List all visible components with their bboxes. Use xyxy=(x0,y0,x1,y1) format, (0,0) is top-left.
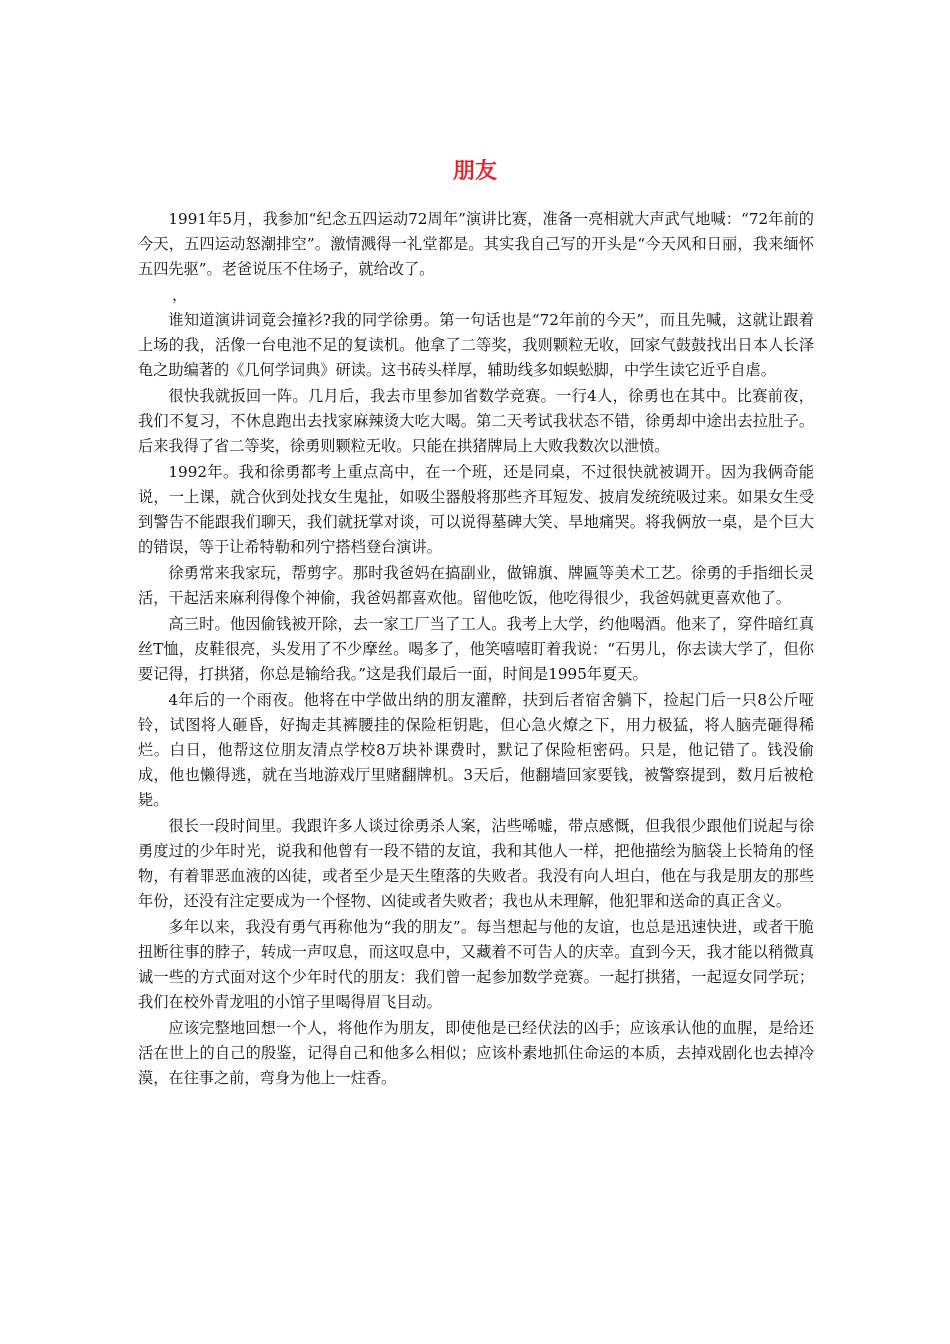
paragraph-6: 高三时。他因偷钱被开除，去一家工厂当了工人。我考上大学，约他喝酒。他来了，穿件暗红真丝T恤，皮鞋很亮，头发用了不少摩丝。喝多了，他笑嘻嘻盯着我说：“石男儿，你去读大学了，但你要记得，打拱猪，你总是输给我。”这是我们最后一面，时间是1995年夏天。 xyxy=(138,615,814,683)
paragraph-7: 4年后的一个雨夜。他将在中学做出纳的朋友灌醉，扶到后者宿舍躺下，捡起门后一只8公斤哑铃，试图将人砸昏，好掏走其裤腰挂的保险柜钥匙，但心急火燎之下，用力极猛，将人脑壳砸得稀烂。白日，他帮这位朋友清点学校8万块补课费时，默记了保险柜密码。只是，他记错了。钱没偷成，他也懒得逃，就在当地游戏厅里赌翻牌机。3天后，他翻墙回家要钱，被警察提到，数月后被枪毙。 xyxy=(138,691,814,809)
paragraph-1: 1991年5月，我参加“纪念五四运动72周年”演讲比赛，准备一亮相就大声武气地喊：“72年前的今天，五四运动怒潮排空”。激情溅得一礼堂都是。其实我自己写的开头是“今天风和日丽，我来缅怀五四先驱”。老爸说压不住场子，就给改了。 xyxy=(138,210,814,278)
document-title: 朋友 xyxy=(452,159,497,184)
paragraph-2: 谁知道演讲词竟会撞衫?我的同学徐勇。第一句话也是“72年前的今天”，而且先喊，这就让跟着上场的我，活像一台电池不足的复读机。他拿了二等奖，我则颗粒无收，回家气鼓鼓找出日本人长泽龟之助编著的《几何学词典》研读。这书砖头样厚，辅助线多如蜈蚣脚，中学生读它近乎自虐。 xyxy=(138,311,814,379)
paragraph-9: 多年以来，我没有勇气再称他为“我的朋友”。每当想起与他的友谊，也总是迅速快进，或者干脆扭断往事的脖子，转成一声叹息，而这叹息中，又藏着不可告人的庆幸。直到今天，我才能以稍微真诚一些的方式面对这个少年时代的朋友：我们曾一起参加数学竞赛。一起打拱猪，一起逗女同学玩；我们在校外青龙咀的小馆子里喝得眉飞目动。 xyxy=(138,918,814,1011)
paragraph-10: 应该完整地回想一个人，将他作为朋友，即使他是已经伏法的凶手；应该承认他的血腥，是给还活在世上的自己的殷鉴，记得自己和他多么相似；应该朴素地抓住命运的本质，去掉戏剧化也去掉冷漠，在往事之前，弯身为他上一炷香。 xyxy=(138,1019,814,1087)
paragraph-5: 徐勇常来我家玩，帮剪字。那时我爸妈在搞副业，做锦旗、牌匾等美术工艺。徐勇的手指细长灵活，干起活来麻利得像个神偷，我爸妈都喜欢他。留他吃饭，他吃得很少，我爸妈就更喜欢他了。 xyxy=(138,564,814,607)
paragraph-3: 很快我就扳回一阵。几月后，我去市里参加省数学竞赛。一行4人，徐勇也在其中。比赛前夜，我们不复习，不休息跑出去找家麻辣烫大吃大喝。第二天考试我状态不错，徐勇却中途出去拉肚子。后来我得了省二等奖，徐勇则颗粒无收。只能在拱猪牌局上大败我数次以泄愤。 xyxy=(138,387,814,455)
stray-comma: ， xyxy=(172,286,188,304)
paragraph-4: 1992年。我和徐勇都考上重点高中，在一个班，还是同桌，不过很快就被调开。因为我俩奇能说，一上课，就合伙到处找女生鬼扯，如吸尘器般将那些齐耳短发、披肩发统统吸过来。如果女生受到警告不能跟我们聊天，我们就抚掌对谈，可以说得墓碑大笑、旱地痛哭。将我俩放一桌，是个巨大的错误，等于让希特勒和列宁搭档登台演讲。 xyxy=(138,463,814,556)
article-body xyxy=(138,207,814,1092)
paragraph-8: 很长一段时间里。我跟许多人谈过徐勇杀人案，沾些唏嘘，带点感慨，但我很少跟他们说起与徐勇度过的少年时光，说我和他曾有一段不错的友谊，我和其他人一样，把他描绘为脑袋上长犄角的怪物，有着罪恶血液的凶徒，或者至少是天生堕落的失败者。我没有向人坦白，他在与我是朋友的那些年份，还没有注定要成为一个怪物、凶徒或者失败者；我也从未理解，他犯罪和送命的真正含义。 xyxy=(138,817,814,910)
